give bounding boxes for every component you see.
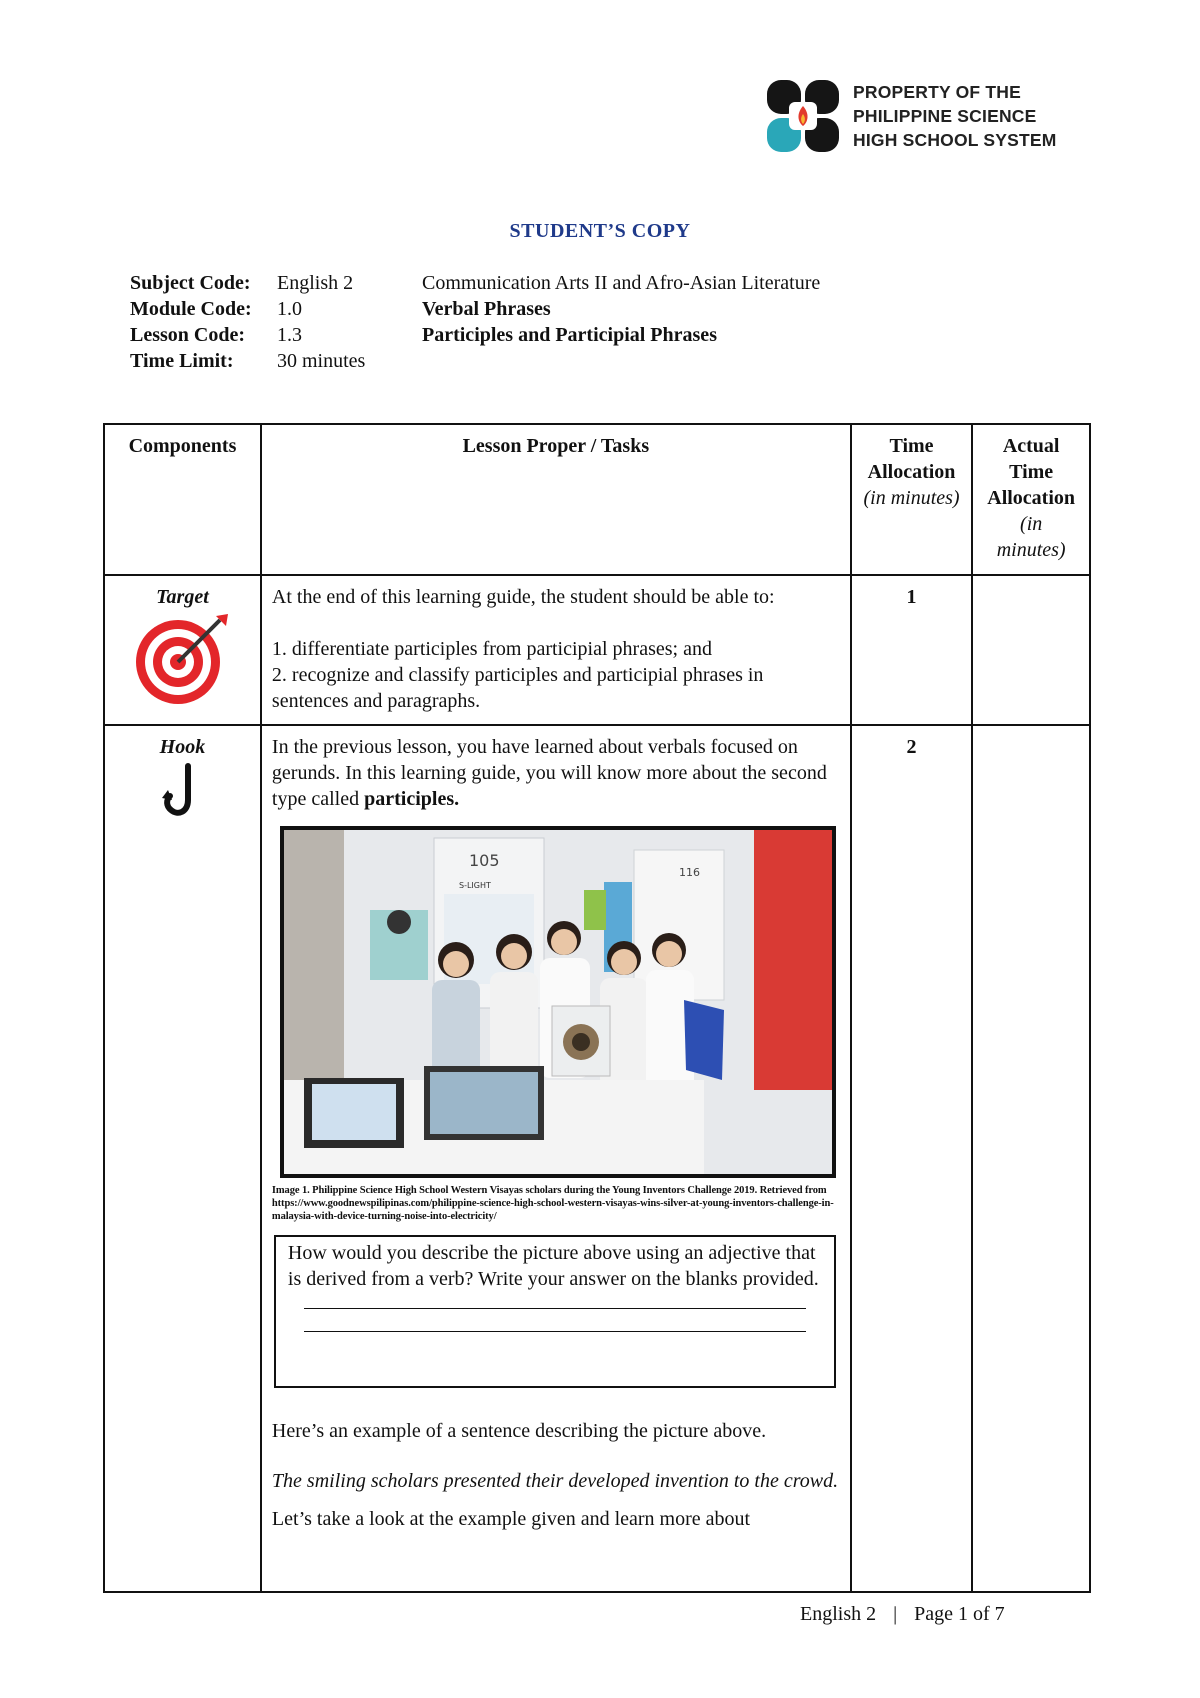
table-row-hook	[104, 725, 1090, 1592]
meta-code: English 2	[277, 272, 354, 294]
meta-code: 30 minutes	[277, 350, 366, 372]
photo-caption: Image 1. Philippine Science High School Western Visayas scholars during the Young Inventors Challenge 2019. Retrieved from https://www.goodnewspilipinas.com/philippine-science-high-school-western-visayas-wins-silver-at-young-inventors-challenge-in-malaysia-with-device-turning-noise-into-electricity/	[271, 1185, 834, 1222]
poster-text: S-LIGHT	[458, 881, 491, 890]
hook-intro-text: In the previous lesson, you have learned about verbals focused on gerunds. In this learning guide, you will know more about the second type called	[271, 736, 827, 810]
hook-intro	[272, 734, 840, 812]
header-time-unit: (in minutes)	[863, 487, 960, 509]
scholars-photo	[284, 830, 832, 1174]
header-actual-unit: (in minutes)	[996, 513, 1066, 561]
logo-text	[853, 80, 1057, 152]
example-sentence: The smiling scholars presented their developed invention to the crowd.	[271, 1470, 839, 1492]
meta-label: Time Limit:	[130, 350, 234, 372]
component-target	[104, 575, 261, 725]
footer-subject: English 2	[800, 1603, 877, 1625]
pshs-logo	[765, 78, 1085, 154]
lead-out: Let’s take a look at the example given and learn more about	[271, 1508, 751, 1530]
component-label-target: Target	[156, 586, 209, 608]
page-footer	[800, 1603, 1005, 1626]
meta-code: 1.0	[277, 298, 302, 320]
target-intro: At the end of this learning guide, the student should be able to:	[271, 586, 775, 608]
copy-title: STUDENT’S COPY	[509, 220, 691, 242]
pshs-seal-icon	[765, 78, 841, 154]
question-text: How would you describe the picture above using an adjective that is derived from a verb? Write your answer on the blanks provided.	[287, 1242, 819, 1290]
example-intro: Here’s an example of a sentence describing the picture above.	[271, 1420, 767, 1442]
booth-number-right: 116	[678, 866, 700, 879]
lesson-table	[103, 423, 1091, 1593]
header-actual-time	[972, 424, 1090, 575]
meta-row-subject	[130, 270, 820, 296]
target-actual-time[interactable]	[972, 575, 1090, 725]
table-header-row	[104, 424, 1090, 575]
table-row-target	[104, 575, 1090, 725]
logo-line-1: PROPERTY OF THE	[853, 82, 1021, 102]
component-hook	[104, 725, 261, 1592]
footer-separator: |	[893, 1603, 898, 1625]
meta-row-lesson	[130, 322, 820, 348]
hook-icon	[158, 760, 206, 822]
header-actual-label: Actual Time Allocation	[987, 435, 1076, 509]
footer-page: Page 1 of 7	[914, 1603, 1005, 1625]
answer-blank-2[interactable]	[304, 1331, 806, 1332]
header-tasks: Lesson Proper / Tasks	[261, 424, 851, 575]
booth-number-left: 105	[468, 851, 500, 870]
meta-desc: Verbal Phrases	[422, 298, 551, 320]
component-label-hook: Hook	[159, 736, 206, 758]
answer-blank-1[interactable]	[304, 1308, 806, 1309]
lesson-meta	[130, 270, 820, 374]
logo-line-2: PHILIPPINE SCIENCE	[853, 106, 1037, 126]
meta-desc: Communication Arts II and Afro-Asian Literature	[422, 272, 821, 294]
header-time-allocation	[851, 424, 973, 575]
meta-row-module	[130, 296, 820, 322]
question-box	[274, 1235, 836, 1388]
hook-actual-time[interactable]	[972, 725, 1090, 1592]
meta-row-time	[130, 348, 820, 374]
target-icon	[132, 610, 232, 706]
meta-label: Lesson Code:	[130, 324, 246, 346]
hook-photo	[280, 826, 836, 1178]
header-time-label: Time Allocation	[867, 435, 956, 483]
hook-time: 2	[851, 725, 973, 1592]
target-item-2: 2. recognize and classify participles and participial phrases in sentences and paragraphs.	[271, 664, 764, 712]
hook-tasks	[261, 725, 851, 1592]
hook-intro-bold: participles.	[364, 788, 460, 810]
meta-desc: Participles and Participial Phrases	[422, 324, 717, 346]
header-components: Components	[104, 424, 261, 575]
target-time: 1	[851, 575, 973, 725]
meta-label: Subject Code:	[130, 272, 251, 294]
logo-line-3: HIGH SCHOOL SYSTEM	[853, 130, 1057, 150]
target-item-1: 1. differentiate participles from participial phrases; and	[271, 638, 712, 660]
meta-label: Module Code:	[130, 298, 252, 320]
meta-code: 1.3	[277, 324, 302, 346]
target-tasks	[261, 575, 851, 725]
